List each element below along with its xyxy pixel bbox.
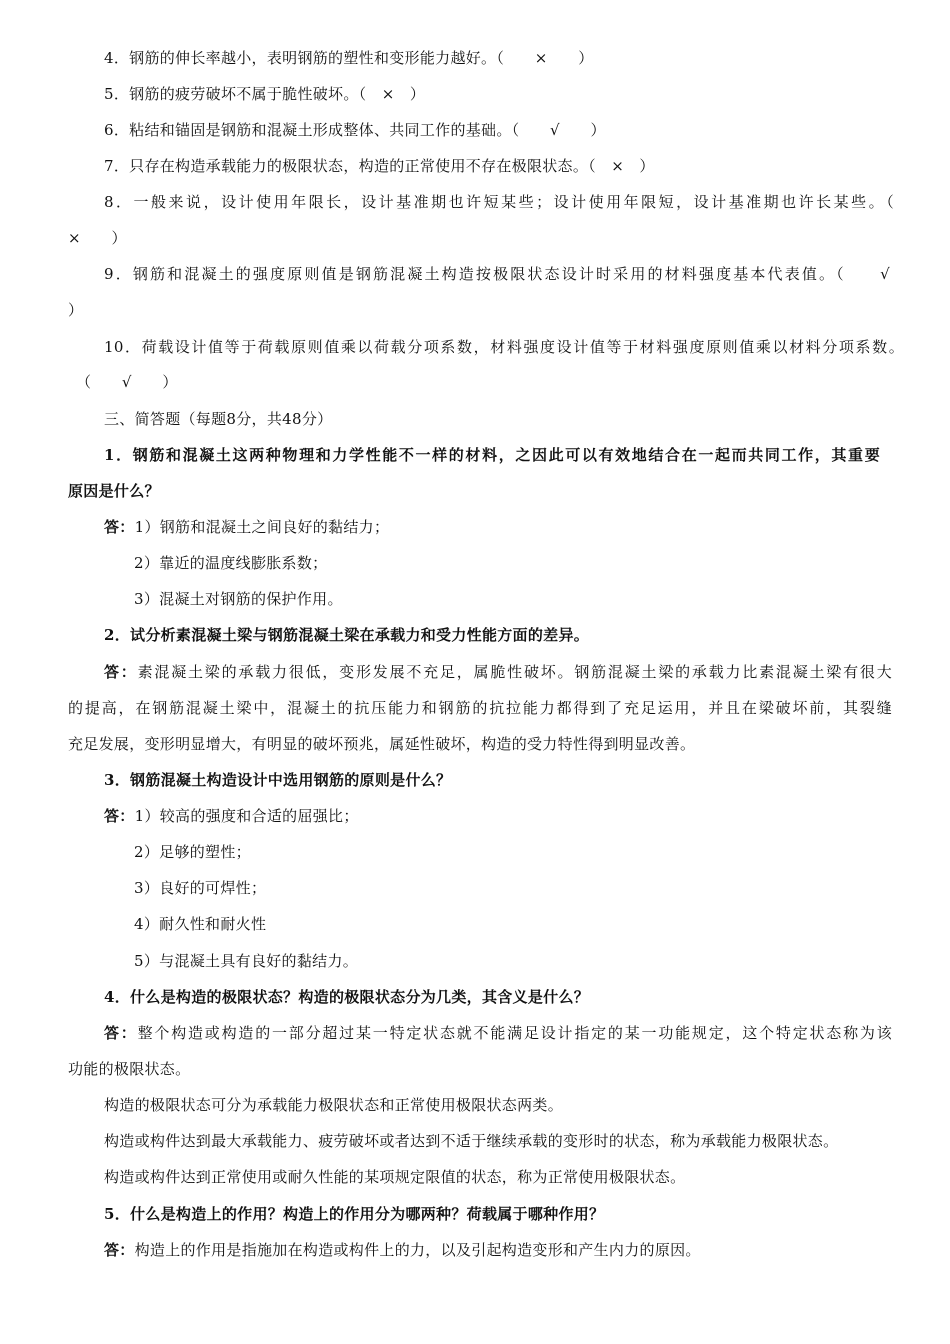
answer-label: 答： (104, 518, 135, 536)
answer-1-item-1: 答：1）钢筋和混凝土之间良好的黏结力； (104, 518, 390, 536)
answer-label: 答： (104, 807, 135, 825)
judgement-item-5: 5．钢筋的疲劳破坏不属于脆性破坏。（ × ） (104, 85, 426, 103)
answer-4-line-1: 答：整个构造或构造的一部分超过某一特定状态就不能满足设计指定的某一功能规定，这个特定状态称为该 (104, 1024, 892, 1042)
answer-3-item-3: 3）良好的可焊性； (134, 879, 267, 897)
judgement-item-7: 7．只存在构造承载能力的极限状态，构造的正常使用不存在极限状态。（ × ） (104, 157, 655, 175)
section-title: 三、简答题（每题8分，共48分） (104, 410, 333, 428)
answer-3-item-1: 答：1）较高的强度和合适的屈强比； (104, 807, 359, 825)
judgement-item-8-continued: × ） (68, 229, 127, 247)
answer-4-paragraph-3: 构造或构件达到最大承载能力、疲劳破坏或者达到不适于继续承载的变形时的状态，称为承载能力极限状态。 (104, 1132, 839, 1150)
question-3-title: 3．钢筋混凝土构造设计中选用钢筋的原则是什么？ (104, 771, 452, 789)
answer-2-line-1: 答：素混凝土梁的承载力很低，变形发展不充足，属脆性破坏。钢筋混凝土梁的承载力比素混凝土梁有很大 (104, 663, 892, 681)
judgement-item-10-continued: （ √ ） (76, 373, 178, 391)
answer-4-paragraph-4: 构造或构件达到正常使用或耐久性能的某项规定限值的状态，称为正常使用极限状态。 (104, 1168, 686, 1186)
question-2-title: 2．试分析素混凝土梁与钢筋混凝土梁在承载力和受力性能方面的差异。 (104, 626, 590, 644)
answer-3-item-2: 2）足够的塑性； (134, 843, 251, 861)
question-5-title: 5．什么是构造上的作用？构造上的作用分为哪两种？荷载属于哪种作用？ (104, 1205, 605, 1223)
answer-4-paragraph-2: 构造的极限状态可分为承载能力极限状态和正常使用极限状态两类。 (104, 1096, 564, 1114)
question-4-title: 4．什么是构造的极限状态？构造的极限状态分为几类，其含义是什么？ (104, 988, 590, 1006)
answer-label: 答： (104, 1024, 138, 1042)
answer-4-line-2: 功能的极限状态。 (68, 1060, 191, 1078)
question-1-title: 1．钢筋和混凝土这两种物理和力学性能不一样的材料，之因此可以有效地结合在一起而共同工作，其重要 (104, 446, 880, 464)
answer-5-line-1: 答：构造上的作用是指施加在构造或构件上的力，以及引起构造变形和产生内力的原因。 (104, 1241, 701, 1259)
judgement-item-6: 6．粘结和锚固是钢筋和混凝土形成整体、共同工作的基础。（ √ ） (104, 121, 606, 139)
question-1-title-continued: 原因是什么？ (68, 482, 160, 500)
answer-2-line-3: 充足发展，变形明显增大，有明显的破坏预兆，属延性破坏，构造的受力特性得到明显改善。 (68, 735, 696, 753)
judgement-item-9: 9．钢筋和混凝土的强度原则值是钢筋混凝土构造按极限状态设计时采用的材料强度基本代表值。（ √ (104, 265, 890, 283)
answer-2-line-2: 的提高，在钢筋混凝土梁中，混凝土的抗压能力和钢筋的抗拉能力都得到了充足运用，并且在梁破坏前，其裂缝 (68, 699, 892, 717)
answer-label: 答： (104, 1241, 135, 1259)
judgement-item-9-continued: ） (68, 301, 84, 319)
judgement-item-4: 4．钢筋的伸长率越小，表明钢筋的塑性和变形能力越好。（ × ） (104, 49, 594, 67)
answer-label: 答： (104, 663, 138, 681)
answer-1-item-3: 3）混凝土对钢筋的保护作用。 (134, 590, 343, 608)
answer-3-item-4: 4）耐久性和耐火性 (134, 915, 267, 933)
judgement-item-8: 8．一般来说，设计使用年限长，设计基准期也许短某些；设计使用年限短，设计基准期也许长某些。（ (104, 193, 894, 211)
answer-3-item-5: 5）与混凝土具有良好的黏结力。 (134, 952, 359, 970)
judgement-item-10: 10．荷载设计值等于荷载原则值乘以荷载分项系数，材料强度设计值等于材料强度原则值乘以材料分项系数。 (104, 338, 904, 356)
answer-1-item-2: 2）靠近的温度线膨胀系数； (134, 554, 328, 572)
